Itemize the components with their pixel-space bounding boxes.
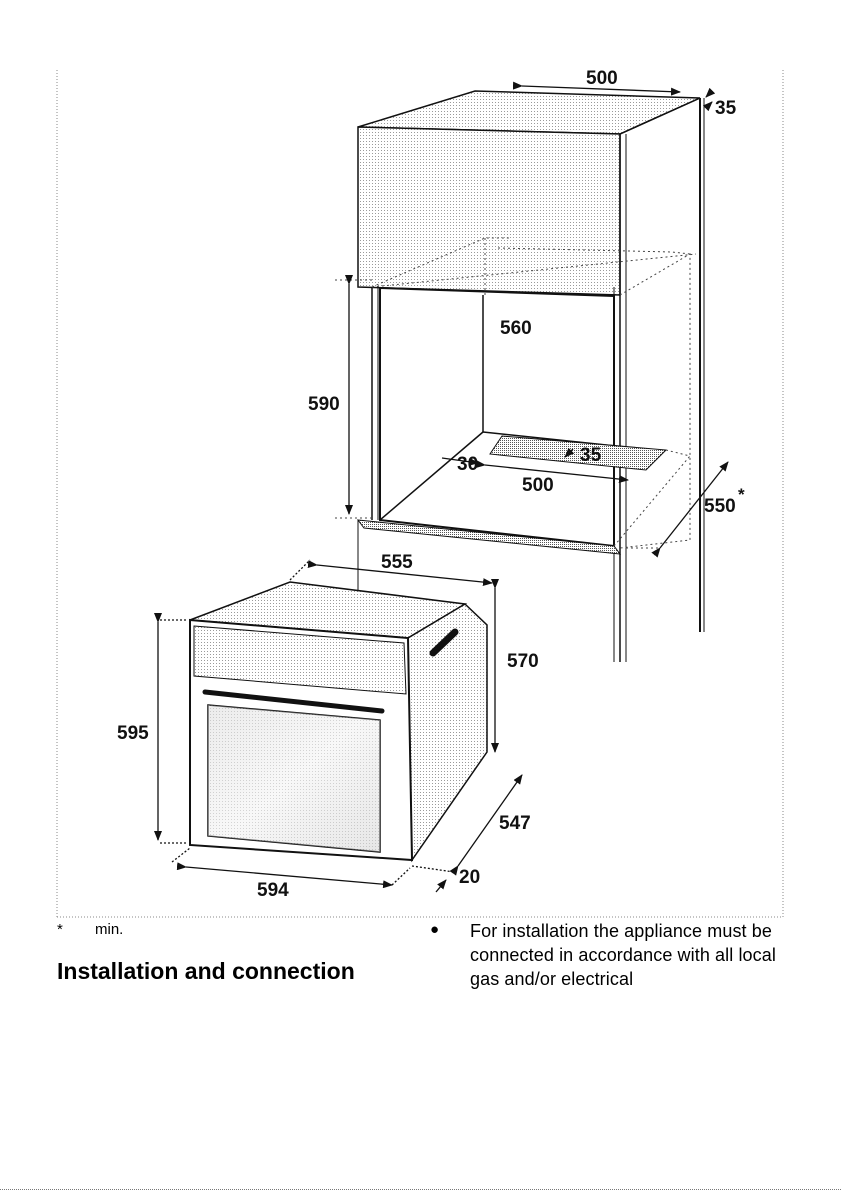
dim-oven-height: 595 xyxy=(117,723,149,744)
footnote-marker: * xyxy=(57,921,63,938)
bullet-item xyxy=(430,919,790,991)
bullet-text: For installation the appliance must be connected in accordance with all local gas and/or electrical xyxy=(470,921,776,989)
dim-oven-body-height: 570 xyxy=(507,651,539,672)
footnote xyxy=(57,921,123,938)
dim-top-depth: 35 xyxy=(715,98,737,119)
dim-vent-width: 500 xyxy=(522,475,554,496)
page-bottom-rule xyxy=(0,1189,841,1190)
dim-niche-depth: 550 xyxy=(704,496,736,517)
dim-front-gap: 30 xyxy=(457,454,479,475)
dim-oven-depth: 555 xyxy=(381,552,413,573)
dim-niche-width: 560 xyxy=(500,318,532,339)
oven-illustration xyxy=(190,582,487,860)
bullet-dot-icon: ● xyxy=(430,921,440,938)
dim-top-width: 500 xyxy=(586,68,618,89)
footnote-text: min. xyxy=(95,921,124,938)
dim-front-thickness: 20 xyxy=(459,867,481,888)
dim-niche-height: 590 xyxy=(308,394,340,415)
cabinet-niche xyxy=(335,91,704,662)
dim-niche-depth-mark: * xyxy=(738,485,745,504)
dim-oven-body-depth: 547 xyxy=(499,813,531,834)
section-title: Installation and connection xyxy=(57,958,355,984)
dim-vent-depth: 35 xyxy=(580,445,602,466)
dim-oven-width: 594 xyxy=(257,880,289,901)
